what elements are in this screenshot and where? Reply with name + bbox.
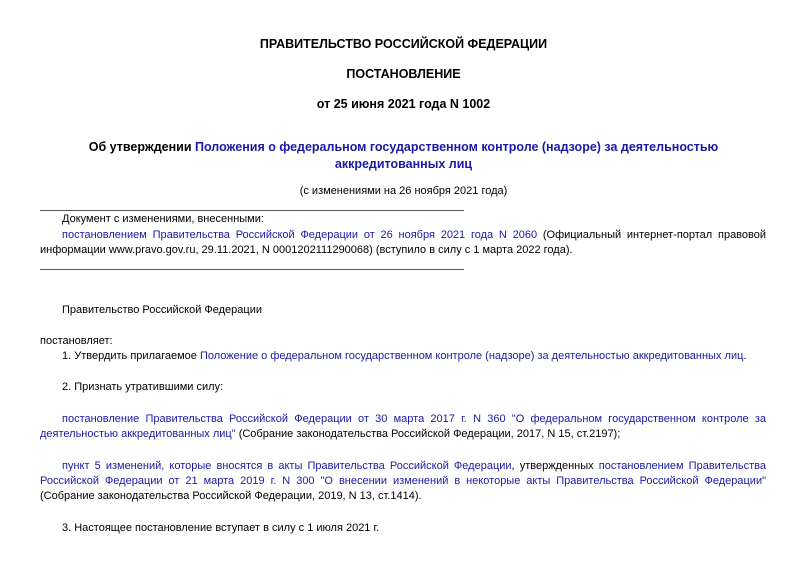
changes-paragraph bbox=[40, 228, 766, 258]
header-doc-type: ПОСТАНОВЛЕНИЕ bbox=[346, 67, 461, 81]
title-link[interactable]: Положения о федеральном государственном контроле (надзоре) за деятельностью аккредитованных лиц bbox=[195, 140, 719, 171]
item-1-link[interactable]: Положение о федеральном государственном контроле (надзоре) за деятельностью аккредитованных лиц bbox=[199, 350, 744, 362]
header-org: ПРАВИТЕЛЬСТВО РОССИЙСКОЙ ФЕДЕРАЦИИ bbox=[259, 37, 548, 51]
document-title bbox=[60, 139, 747, 173]
changes-rest: (Официальный интернет-портал правовой информации www.pravo.gov.ru, 29.11.2021, N 0001202111290068) (вступило в силу с 1 марта 2022 года). bbox=[40, 229, 767, 256]
divider-top bbox=[40, 210, 464, 211]
repealed-2-link-1[interactable]: пункт 5 изменений, которые вносятся в акты Правительства Российской Федерации bbox=[62, 460, 512, 472]
amended-note: (с изменениями на 26 ноября 2021 года) bbox=[299, 185, 508, 197]
repealed-1-link[interactable]: постановление Правительства Российской Федерации от 30 марта 2017 г. N 360 "О федеральном государственном контроле за деятельностью аккредитованных лиц" bbox=[40, 413, 766, 440]
divider-bottom bbox=[40, 269, 464, 270]
item-2: 2. Признать утратившими силу: bbox=[62, 381, 224, 393]
repealed-2-rest: (Собрание законодательства Российской Федерации, 2019, N 13, ст.1414). bbox=[40, 490, 422, 502]
repealed-2 bbox=[40, 459, 766, 504]
changes-link[interactable]: постановлением Правительства Российской Федерации от 26 ноября 2021 года N 2060 bbox=[62, 229, 538, 241]
item-3: 3. Настоящее постановление вступает в силу с 1 июля 2021 г. bbox=[62, 522, 380, 534]
item-1-prefix: 1. Утвердить прилагаемое bbox=[62, 350, 200, 362]
header-date-number: от 25 июня 2021 года N 1002 bbox=[316, 97, 491, 111]
repealed-2-link-2[interactable]: постановлением Правительства Российской Федерации от 21 марта 2019 г. N 300 "О внесении изменений в некоторые акты Правительства Российской Федерации" bbox=[40, 460, 766, 487]
repealed-1-rest: (Собрание законодательства Российской Федерации, 2017, N 15, ст.2197); bbox=[235, 428, 621, 440]
changes-intro: Документ с изменениями, внесенными: bbox=[62, 213, 264, 225]
item-1 bbox=[62, 349, 766, 364]
item-1-suffix: . bbox=[743, 350, 747, 362]
repealed-1 bbox=[40, 412, 766, 442]
government-line: Правительство Российской Федерации bbox=[62, 304, 262, 316]
repealed-2-mid: , утвержденных bbox=[511, 460, 599, 472]
title-prefix: Об утверждении bbox=[88, 140, 195, 154]
decrees-line: постановляет: bbox=[40, 335, 113, 347]
